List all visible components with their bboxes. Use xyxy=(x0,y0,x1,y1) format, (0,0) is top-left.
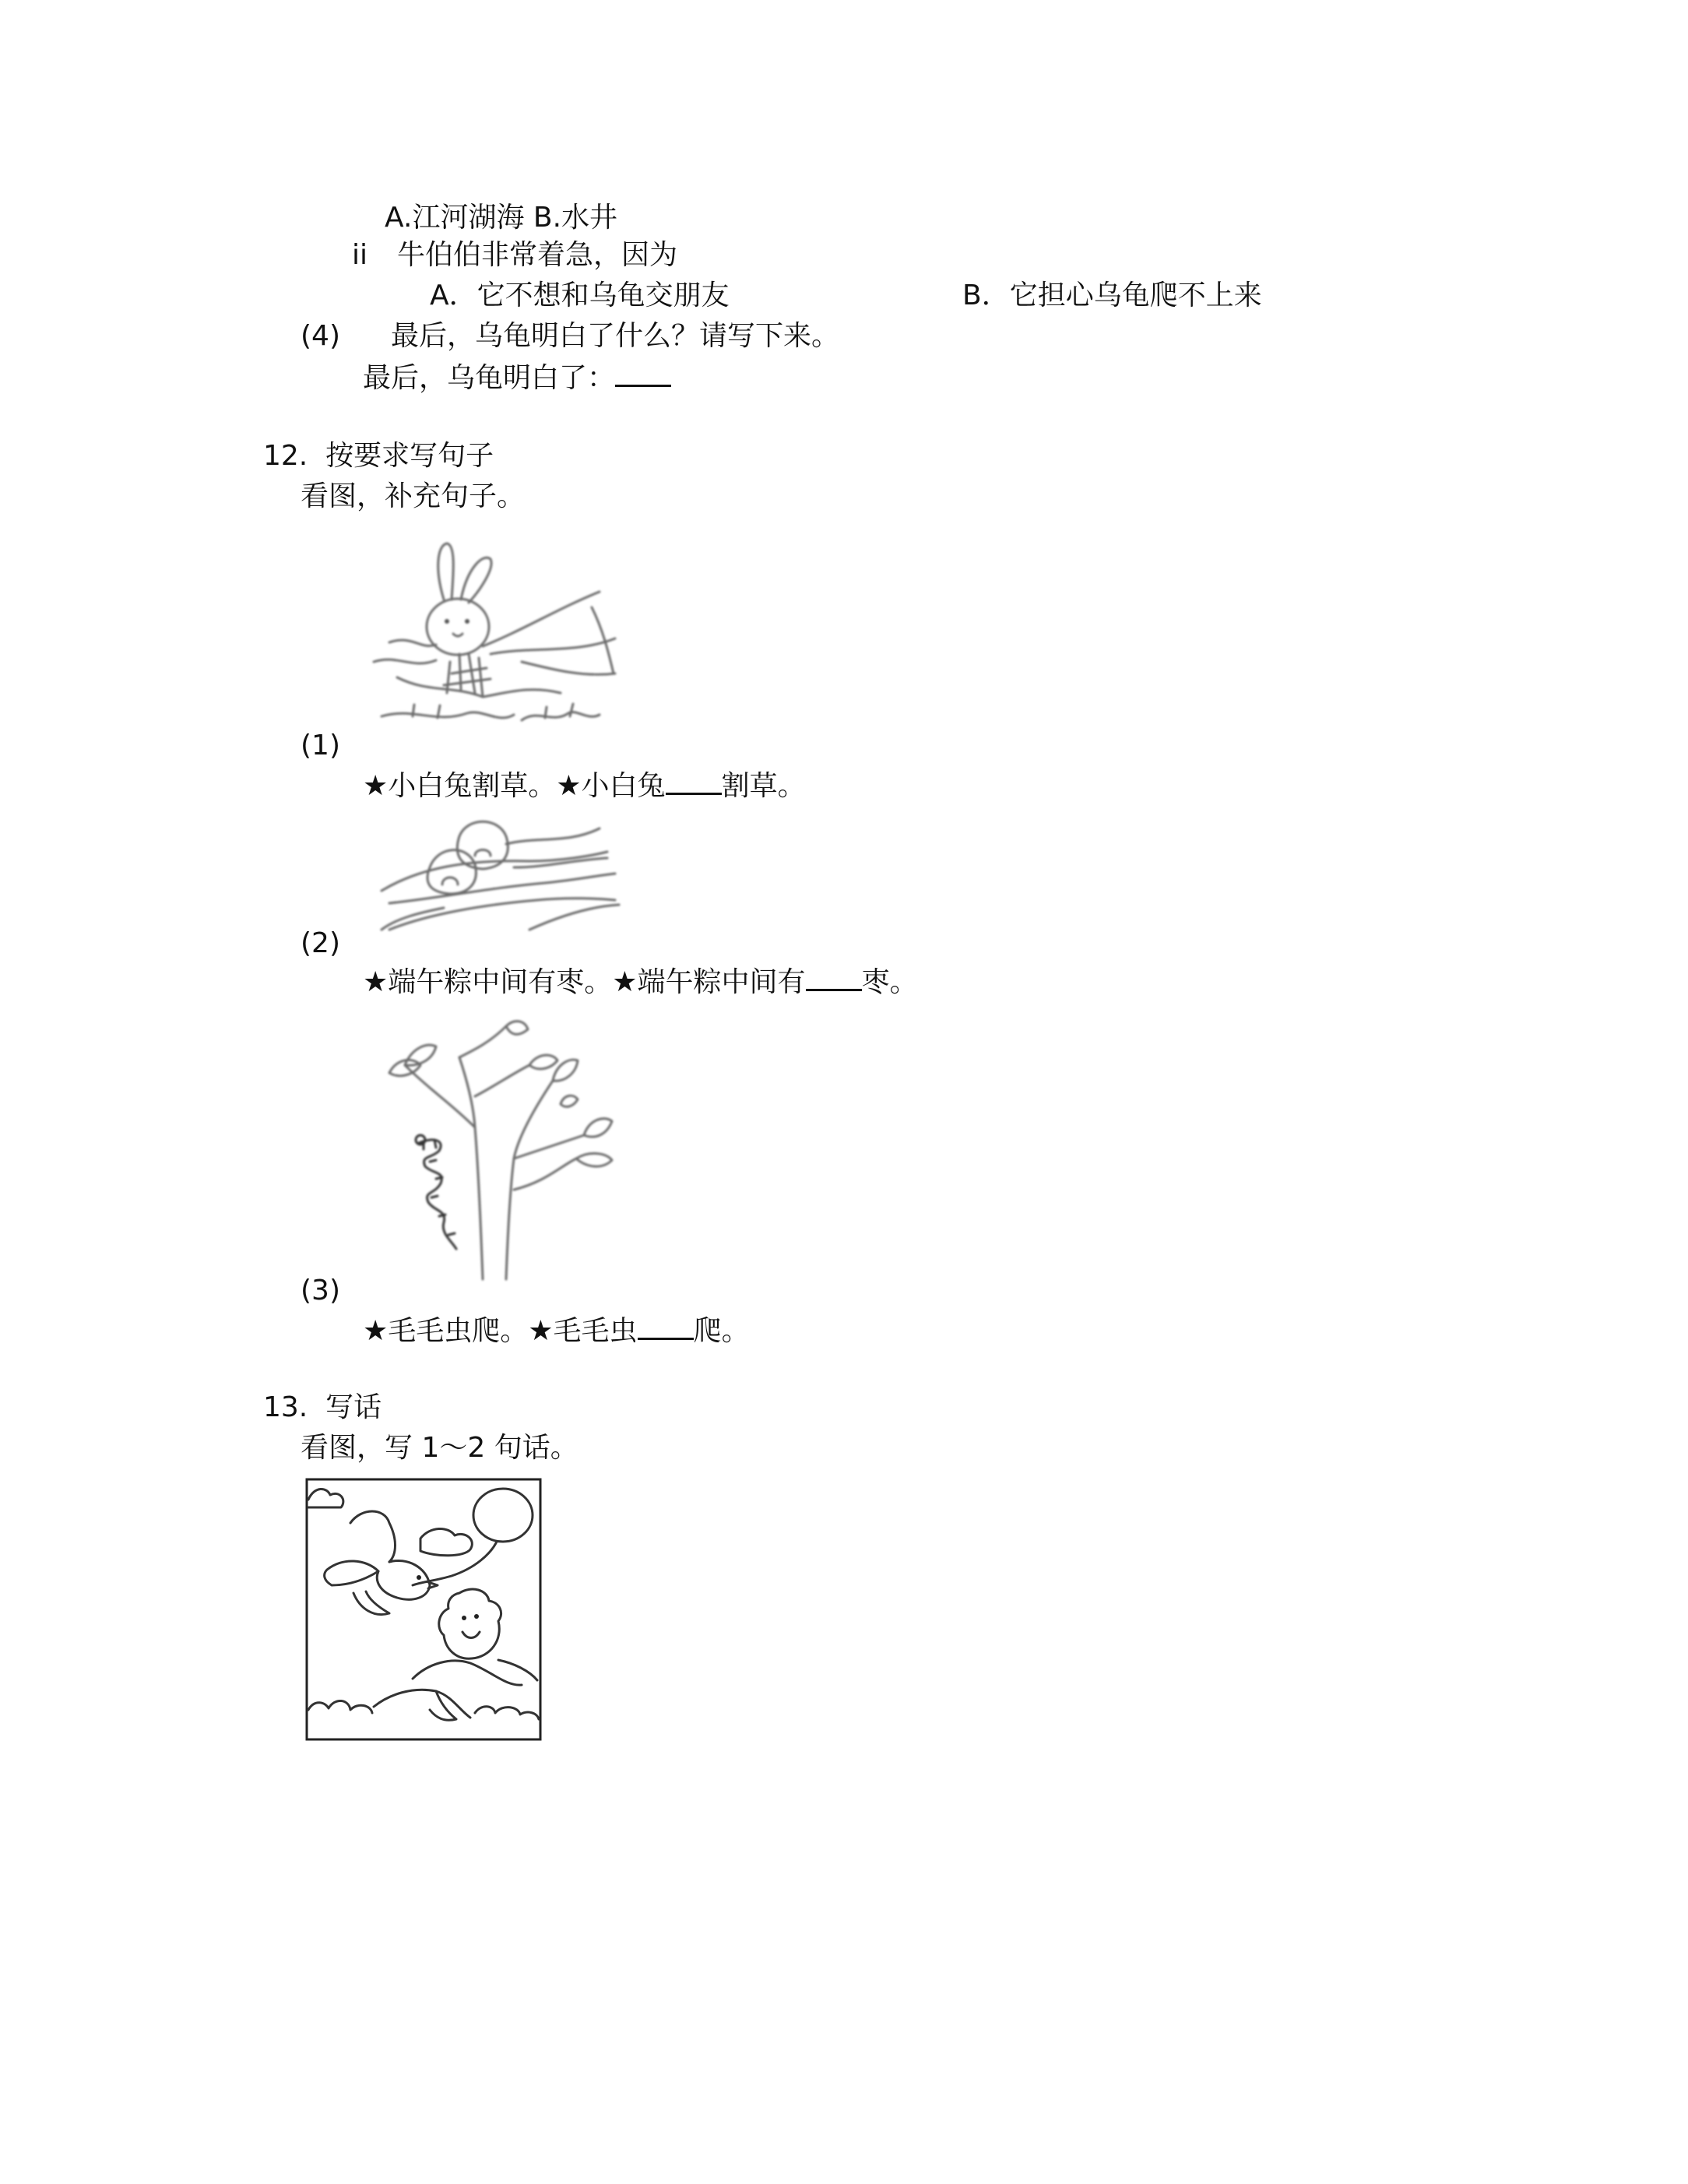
zongzi-image xyxy=(374,813,623,937)
q12-item2-example: ★端午粽中间有枣。 xyxy=(363,966,613,998)
q11-sub-ii-label: ii xyxy=(352,239,368,271)
caterpillar-tree-image xyxy=(358,1018,631,1283)
q11-option-line-1: A.江河湖海 B.水井 xyxy=(385,202,618,234)
q12-item2-prompt: ★端午粽中间有 xyxy=(612,966,806,998)
q12-item2-label: (2) xyxy=(301,927,340,959)
answer-blank[interactable] xyxy=(806,965,862,991)
q11-sub4-label: (4) xyxy=(301,320,340,352)
q12-item1-label: (1) xyxy=(301,730,340,761)
q12-item1-example: ★小白兔割草。 xyxy=(363,770,557,802)
q13-heading xyxy=(263,1391,382,1425)
q11-answer-line xyxy=(363,361,671,396)
q11-answer-prefix: 最后，乌龟明白了： xyxy=(363,362,616,394)
q12-item2-ending: 枣。 xyxy=(861,966,918,998)
q12-item3-sentence xyxy=(363,1314,750,1349)
q12-number: 12. xyxy=(263,440,308,472)
answer-blank[interactable] xyxy=(638,1314,694,1340)
bird-balloon-bear-image xyxy=(304,1476,545,1743)
q13-number: 13. xyxy=(263,1391,308,1423)
q11-sub4-text: 最后，乌龟明白了什么？请写下来。 xyxy=(391,320,840,352)
q12-item3-ending: 爬。 xyxy=(693,1315,750,1347)
q12-item3-example: ★毛毛虫爬。 xyxy=(363,1315,529,1347)
q13-title: 写话 xyxy=(325,1391,382,1423)
q12-instruction: 看图，补充句子。 xyxy=(301,480,526,512)
answer-blank[interactable] xyxy=(666,769,722,795)
q13-instruction: 看图，写 1～2 句话。 xyxy=(301,1432,578,1464)
q11-sub-ii-text: 牛伯伯非常着急，因为 xyxy=(397,239,678,271)
q12-item3-prompt: ★毛毛虫 xyxy=(528,1315,638,1347)
q12-item1-ending: 割草。 xyxy=(721,770,806,802)
q12-title: 按要求写句子 xyxy=(325,440,494,472)
rabbit-cutting-grass-image xyxy=(366,537,631,747)
q12-item2-sentence xyxy=(363,965,918,1000)
q12-heading xyxy=(263,439,494,473)
q12-item3-label: (3) xyxy=(301,1275,340,1307)
q12-item1-prompt: ★小白兔 xyxy=(556,770,666,802)
answer-blank[interactable] xyxy=(615,361,671,387)
q11-option-b: B．它担心乌龟爬不上来 xyxy=(962,280,1262,311)
q11-option-a: A．它不想和乌龟交朋友 xyxy=(430,280,730,311)
q12-item1-sentence xyxy=(363,769,806,804)
